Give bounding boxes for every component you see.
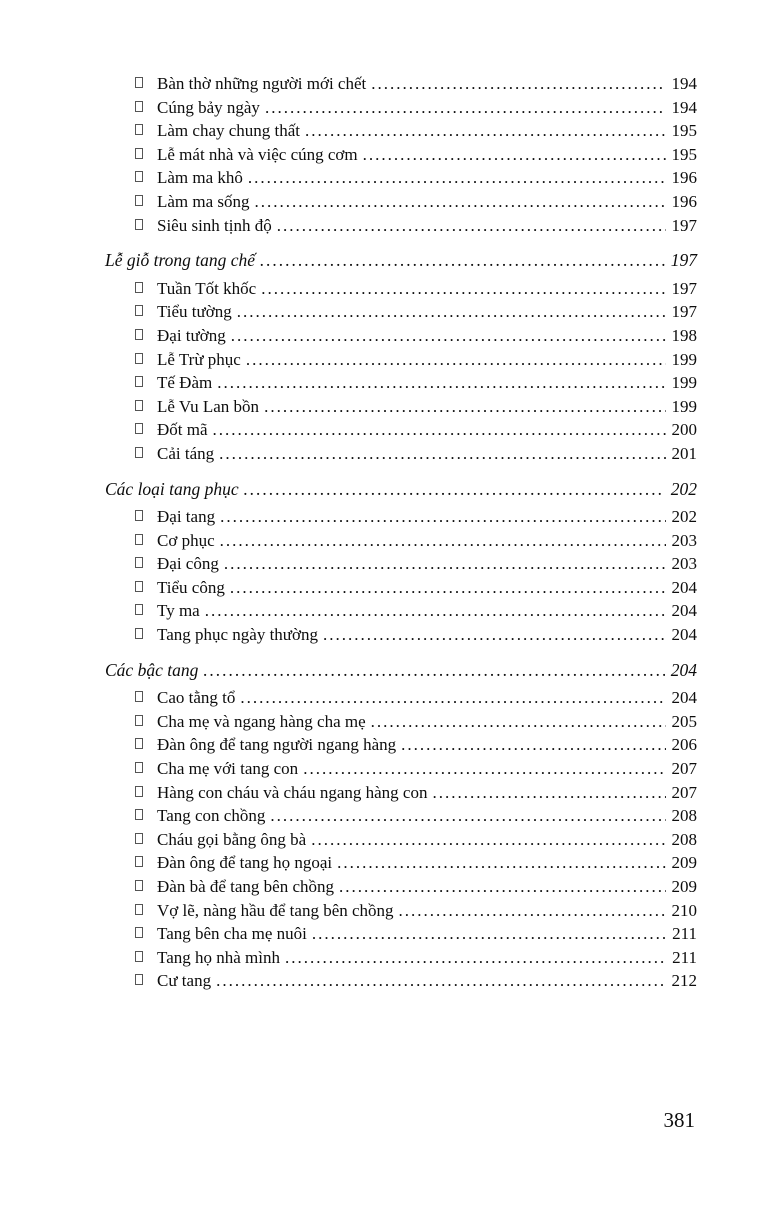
bullet-square-icon — [135, 447, 143, 458]
toc-item-page: 200 — [671, 420, 697, 440]
toc-item — [105, 877, 697, 901]
toc-item-label: Cao tằng tổ — [157, 688, 236, 708]
toc-item — [105, 168, 697, 192]
toc-item-page: 210 — [671, 900, 697, 920]
page-number: 381 — [663, 1108, 695, 1132]
dot-leader — [261, 279, 665, 303]
toc-item-page: 198 — [671, 325, 697, 345]
toc-item-label: Tang phục ngày thường — [157, 625, 319, 645]
toc-item-label: Làm ma khô — [157, 168, 243, 188]
dot-leader — [216, 971, 665, 995]
toc-item-page: 196 — [671, 191, 697, 211]
bullet-square-icon — [135, 376, 143, 387]
toc-item-label: Đại công — [157, 554, 219, 574]
dot-leader — [323, 625, 665, 649]
dot-leader — [205, 601, 666, 625]
toc-item-label: Vợ lẽ, nàng hầu để tang bên chồng — [157, 900, 394, 920]
toc-item — [105, 326, 697, 350]
toc-item — [105, 420, 697, 444]
bullet-square-icon — [135, 195, 143, 206]
toc-item — [105, 192, 697, 216]
toc-item-label: Cơ phục — [157, 530, 215, 550]
bullet-square-icon — [135, 101, 143, 112]
bullet-square-icon — [135, 282, 143, 293]
toc-item-page: 206 — [671, 735, 697, 755]
dot-leader — [305, 121, 665, 145]
toc-item — [105, 98, 697, 122]
bullet-square-icon — [135, 604, 143, 615]
toc-item — [105, 554, 697, 578]
dot-leader — [260, 250, 665, 274]
toc-item-page: 209 — [671, 877, 697, 896]
bullet-square-icon — [135, 951, 143, 962]
toc-item-page: 204 — [671, 625, 697, 645]
bullet-square-icon — [135, 353, 143, 364]
toc-item — [105, 216, 697, 240]
toc-item-page: 208 — [671, 829, 697, 849]
toc-item — [105, 397, 697, 421]
toc-item-label: Đàn ông để tang họ ngoại — [157, 853, 333, 873]
dot-leader — [432, 783, 665, 807]
toc-item — [105, 373, 697, 397]
toc-item-label: Tang con chồng — [157, 806, 266, 826]
toc-item-label: Hàng con cháu và cháu ngang hàng con — [157, 782, 428, 802]
toc-item-label: Tế Đàm — [157, 373, 213, 393]
toc-item-label: Đàn bà để tang bên chồng — [157, 877, 335, 896]
bullet-square-icon — [135, 691, 143, 702]
dot-leader — [231, 326, 666, 350]
toc-item-page: 208 — [671, 806, 697, 826]
toc-item-label: Siêu sinh tịnh độ — [157, 215, 272, 235]
toc-item — [105, 971, 697, 995]
bullet-square-icon — [135, 581, 143, 592]
toc-item-page: 211 — [672, 947, 697, 967]
dot-leader — [246, 350, 666, 374]
dot-leader — [371, 712, 666, 736]
bullet-square-icon — [135, 974, 143, 985]
dot-leader — [213, 420, 666, 444]
bullet-square-icon — [135, 833, 143, 844]
dot-leader — [217, 373, 665, 397]
bullet-square-icon — [135, 219, 143, 230]
toc-item — [105, 806, 697, 830]
toc-section-heading — [105, 660, 697, 684]
toc-item — [105, 444, 697, 468]
toc-item-page: 211 — [672, 924, 697, 944]
toc-item-label: Làm ma sống — [157, 191, 250, 211]
toc-item-label: Đại tang — [157, 507, 216, 527]
toc-section-heading — [105, 250, 697, 274]
toc-item — [105, 279, 697, 303]
bullet-square-icon — [135, 809, 143, 820]
toc-item — [105, 759, 697, 783]
dot-leader — [224, 554, 666, 578]
dot-leader — [220, 507, 665, 531]
dot-leader — [401, 735, 665, 759]
dot-leader — [399, 901, 666, 925]
bullet-square-icon — [135, 305, 143, 316]
toc-item — [105, 145, 697, 169]
toc-item-page: 201 — [671, 443, 697, 463]
toc-item-label: Cải táng — [157, 443, 215, 463]
toc-item-page: 197 — [671, 215, 697, 235]
dot-leader — [240, 688, 665, 712]
toc-item — [105, 507, 697, 531]
bullet-square-icon — [135, 880, 143, 891]
toc-item-label: Tang bên cha mẹ nuôi — [157, 924, 307, 944]
toc-item — [105, 830, 697, 854]
toc-item-page: 199 — [671, 373, 697, 393]
toc-item-page: 204 — [671, 688, 697, 708]
toc-item-page: 199 — [671, 349, 697, 369]
toc-item — [105, 578, 697, 602]
bullet-square-icon — [135, 856, 143, 867]
bullet-square-icon — [135, 329, 143, 340]
toc-item-page: 195 — [671, 121, 697, 141]
toc-item-page: 194 — [671, 97, 697, 117]
toc-item — [105, 531, 697, 555]
toc-item-page: 196 — [671, 168, 697, 188]
bullet-square-icon — [135, 510, 143, 521]
toc-item-label: Cha mẹ và ngang hàng cha mẹ — [157, 711, 366, 731]
dot-leader — [303, 759, 665, 783]
toc-heading-label: Các loại tang phục — [105, 478, 239, 499]
dot-leader — [371, 74, 665, 98]
toc-item — [105, 625, 697, 649]
dot-leader — [265, 98, 666, 122]
toc-item-label: Ty ma — [157, 601, 200, 621]
toc-item-page: 207 — [671, 759, 697, 779]
bullet-square-icon — [135, 77, 143, 88]
toc-item-label: Bàn thờ những người mới chết — [157, 74, 367, 93]
bullet-square-icon — [135, 762, 143, 773]
toc-heading-page: 197 — [670, 250, 697, 271]
toc-heading-label: Các bậc tang — [105, 659, 199, 680]
toc-item-page: 203 — [671, 530, 697, 550]
toc-item-label: Tiểu công — [157, 577, 225, 597]
dot-leader — [264, 397, 665, 421]
toc-item — [105, 924, 697, 948]
bullet-square-icon — [135, 927, 143, 938]
bullet-square-icon — [135, 534, 143, 545]
toc-item-label: Tang họ nhà mình — [157, 947, 280, 967]
dot-leader — [255, 192, 666, 216]
toc-item-page: 204 — [671, 577, 697, 597]
dot-leader — [220, 531, 666, 555]
toc-item-label: Cúng bảy ngày — [157, 97, 260, 117]
toc-heading-page: 204 — [670, 659, 697, 680]
bullet-square-icon — [135, 400, 143, 411]
toc-item — [105, 712, 697, 736]
toc-item-page: 202 — [671, 507, 697, 527]
dot-leader — [312, 924, 666, 948]
dot-leader — [270, 806, 665, 830]
toc-item — [105, 302, 697, 326]
toc-item-page: 204 — [671, 601, 697, 621]
dot-leader — [277, 216, 666, 240]
bullet-square-icon — [135, 628, 143, 639]
dot-leader — [244, 479, 665, 503]
toc-item — [105, 121, 697, 145]
bullet-square-icon — [135, 171, 143, 182]
dot-leader — [339, 877, 665, 901]
toc-item-page: 197 — [671, 302, 697, 322]
toc-item-page: 197 — [671, 278, 697, 298]
toc-item — [105, 735, 697, 759]
dot-leader — [311, 830, 665, 854]
toc-item-label: Đốt mã — [157, 420, 208, 440]
toc-section-heading — [105, 479, 697, 503]
toc-item-label: Đàn ông để tang người ngang hàng — [157, 735, 397, 755]
table-of-contents — [105, 74, 697, 995]
toc-item-label: Lễ Trừ phục — [157, 349, 241, 369]
toc-item-page: 209 — [671, 853, 697, 873]
dot-leader — [203, 660, 664, 684]
toc-item-page: 195 — [671, 144, 697, 164]
bullet-square-icon — [135, 423, 143, 434]
bullet-square-icon — [135, 738, 143, 749]
bullet-square-icon — [135, 904, 143, 915]
dot-leader — [219, 444, 665, 468]
toc-item — [105, 350, 697, 374]
toc-item-page: 207 — [671, 782, 697, 802]
bullet-square-icon — [135, 148, 143, 159]
toc-item-label: Cha mẹ với tang con — [157, 759, 299, 779]
toc-item — [105, 901, 697, 925]
bullet-square-icon — [135, 557, 143, 568]
toc-item — [105, 74, 697, 98]
toc-item-label: Lễ mát nhà và việc cúng cơm — [157, 144, 358, 164]
toc-item-page: 203 — [671, 554, 697, 574]
toc-item-label: Lễ Vu Lan bồn — [157, 396, 260, 416]
toc-item — [105, 688, 697, 712]
toc-item-label: Làm chay chung thất — [157, 121, 301, 141]
dot-leader — [337, 853, 665, 877]
bullet-square-icon — [135, 715, 143, 726]
toc-item-label: Cư tang — [157, 971, 212, 991]
toc-item-page: 212 — [671, 971, 697, 991]
toc-item — [105, 783, 697, 807]
toc-item-label: Đại tường — [157, 325, 226, 345]
bullet-square-icon — [135, 124, 143, 135]
bullet-square-icon — [135, 786, 143, 797]
toc-item-page: 205 — [671, 711, 697, 731]
toc-heading-page: 202 — [670, 478, 697, 499]
toc-item-label: Tuần Tốt khốc — [157, 278, 257, 298]
dot-leader — [285, 948, 666, 972]
dot-leader — [248, 168, 666, 192]
toc-item-label: Cháu gọi bằng ông bà — [157, 829, 307, 849]
toc-item-label: Tiểu tường — [157, 302, 232, 322]
toc-item — [105, 948, 697, 972]
toc-item-page: 194 — [671, 74, 697, 93]
toc-item — [105, 601, 697, 625]
toc-item — [105, 853, 697, 877]
dot-leader — [363, 145, 666, 169]
dot-leader — [237, 302, 666, 326]
toc-heading-label: Lễ giỗ trong tang chế — [105, 250, 256, 271]
toc-item-page: 199 — [671, 396, 697, 416]
dot-leader — [230, 578, 666, 602]
